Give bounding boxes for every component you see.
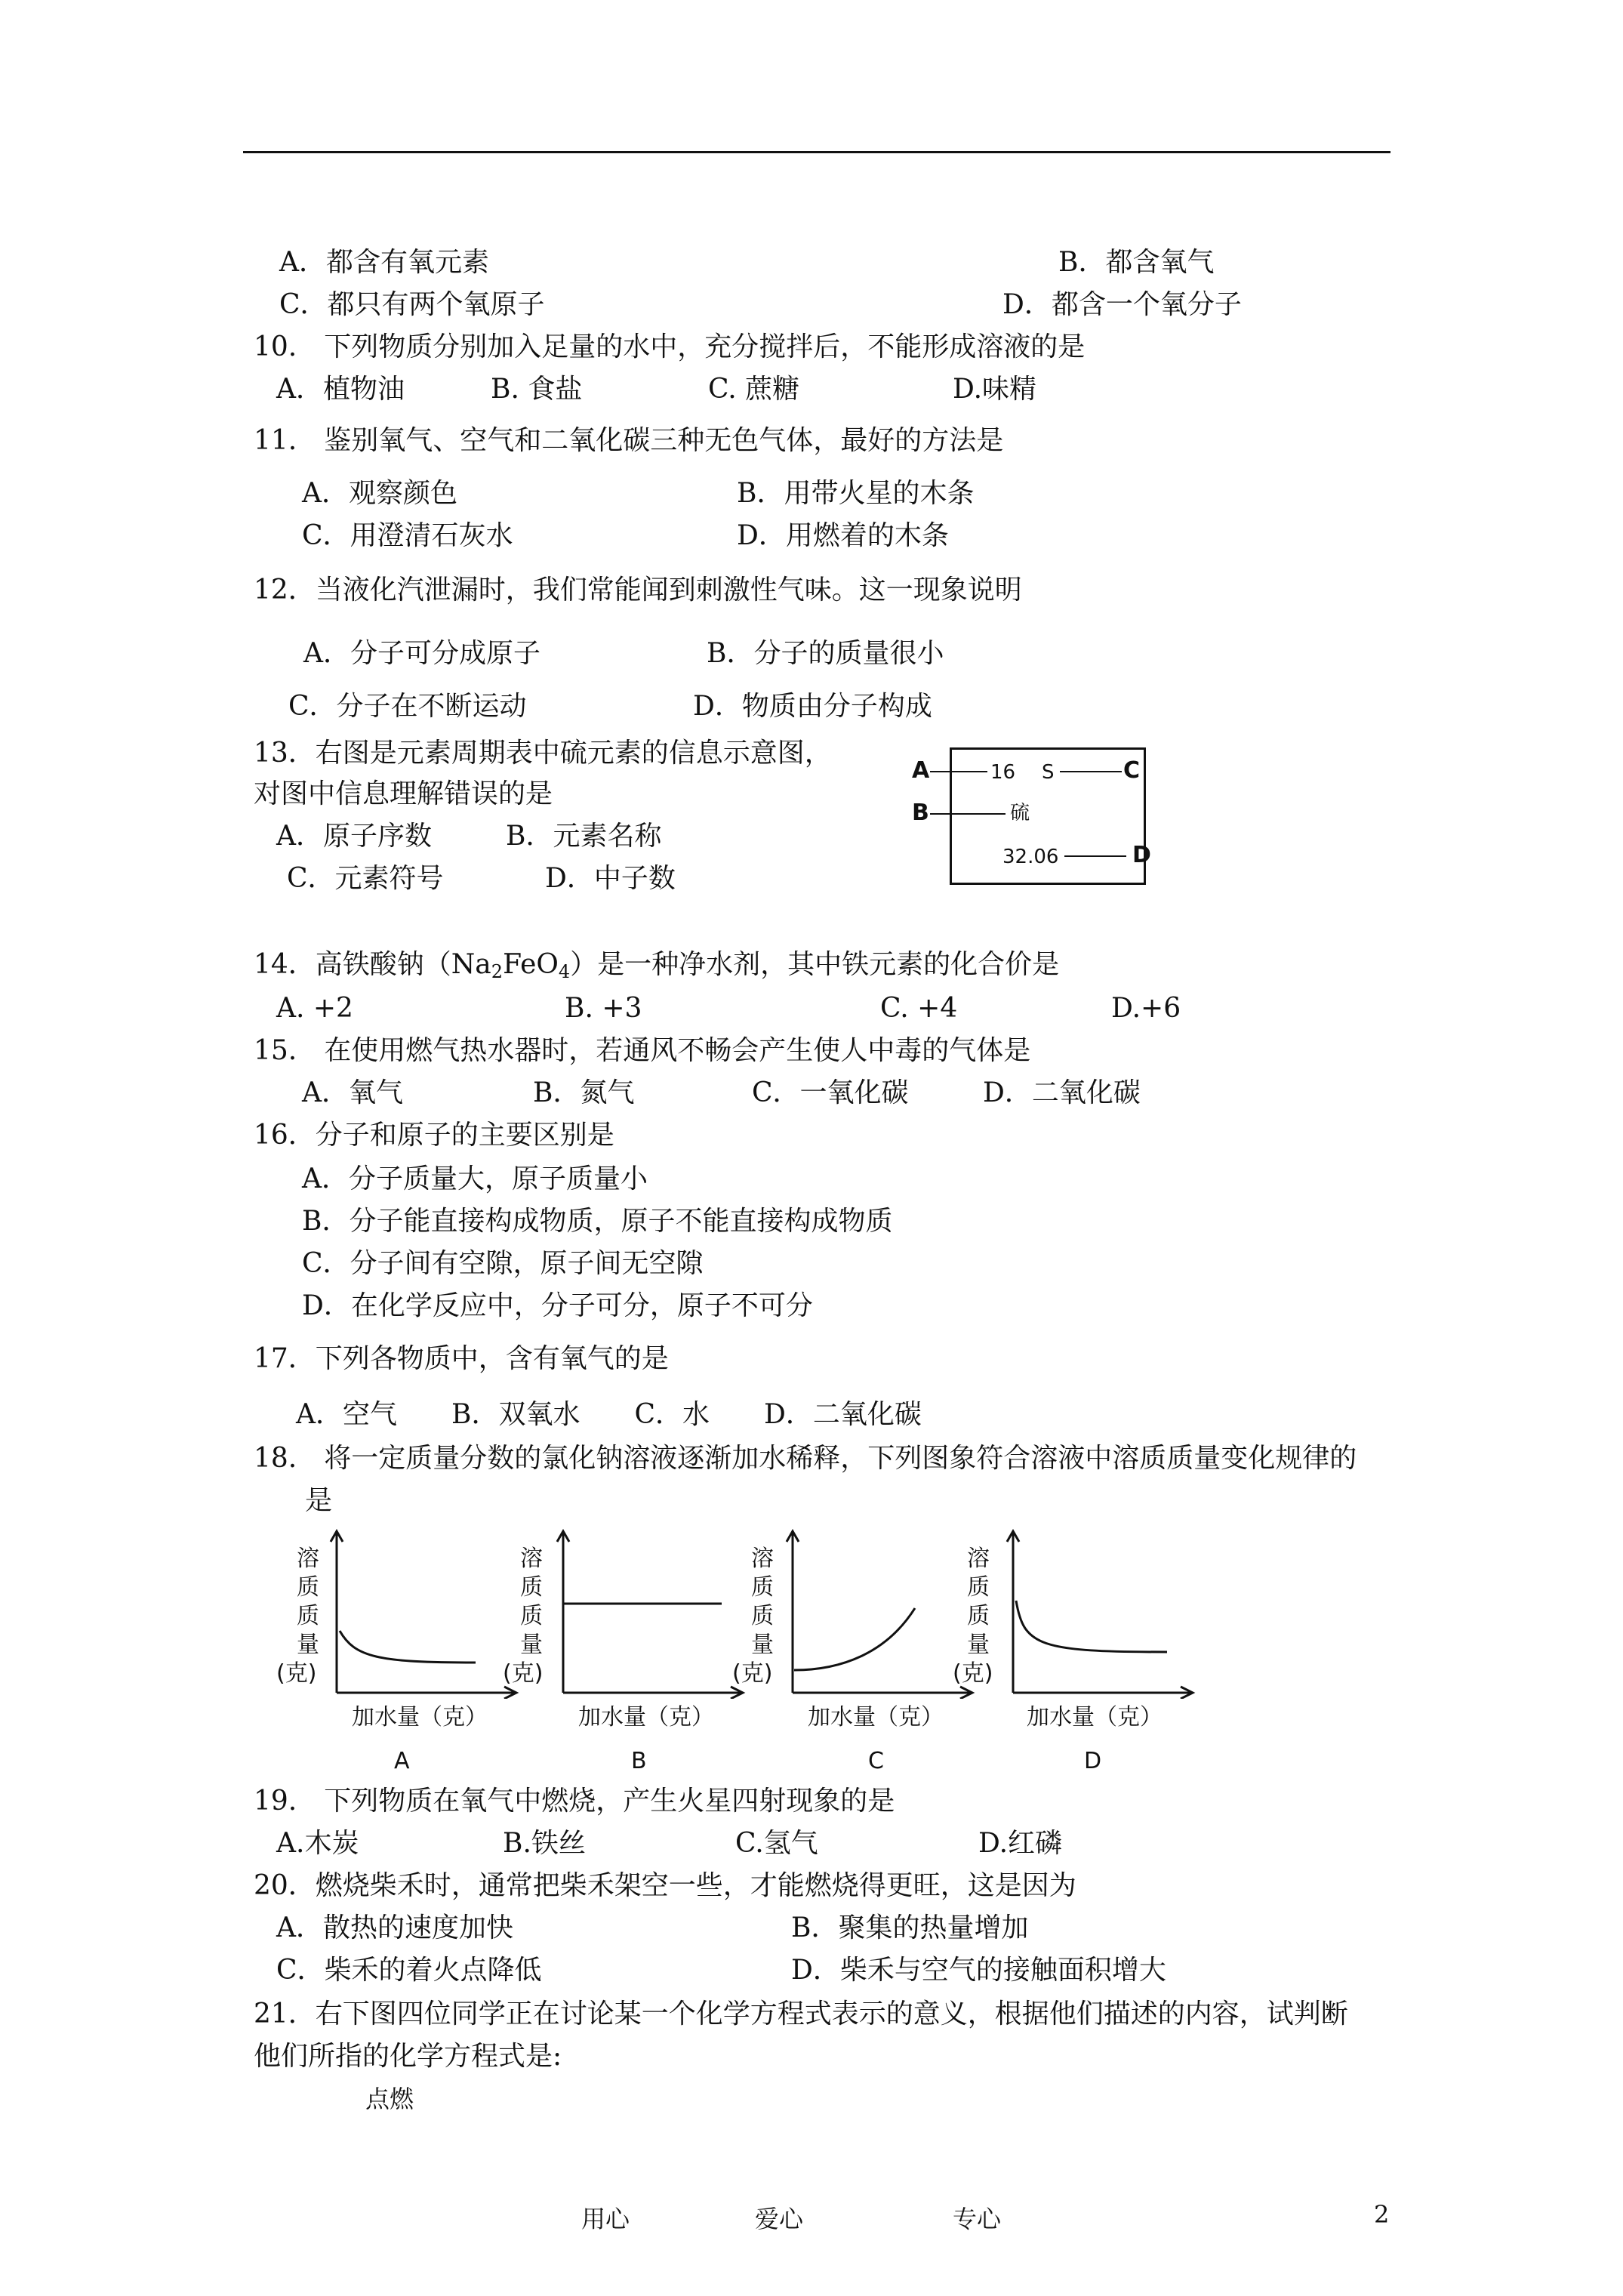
- q20-stem: 20．燃烧柴禾时，通常把柴禾架空一些，才能燃烧得更旺，这是因为: [254, 1870, 1076, 1901]
- q11-stem: 11. 鉴别氧气、空气和二氧化碳三种无色气体，最好的方法是: [254, 425, 1004, 456]
- q11-option-a: A．观察颜色: [302, 478, 457, 509]
- q9-option-a: A．都含有氧元素: [279, 247, 489, 278]
- q9-option-c: C．都只有两个氧原子: [279, 289, 545, 320]
- graph-c-ylabel-3: 质: [751, 1603, 774, 1629]
- q10-option-c: C. 蔗糖: [708, 374, 800, 405]
- graph-b-ylabel-2: 质: [520, 1574, 543, 1601]
- graph-b-ylabel-3: 质: [520, 1603, 543, 1629]
- q19-option-c: C.氢气: [735, 1828, 818, 1859]
- element-callout-c: C: [1123, 757, 1141, 784]
- element-name: 硫: [1010, 802, 1030, 824]
- graph-a-plot: [325, 1525, 521, 1699]
- q10-stem: 10. 下列物质分别加入足量的水中，充分搅拌后，不能形成溶液的是: [254, 331, 1086, 362]
- graph-a-ylabel-2: 质: [297, 1574, 319, 1601]
- graph-c-ylabel-4: 量: [751, 1632, 774, 1658]
- graph-b-letter: B: [631, 1748, 647, 1774]
- footer-word-1: 用心: [581, 2205, 630, 2233]
- q14-stem: 14．高铁酸钠$(Na_2FeO_4)$是一种净水剂，其中铁元素的化合价是: [254, 949, 1060, 982]
- q19-option-a: A.木炭: [276, 1828, 359, 1859]
- q17-options: A．空气 B．双氧水 C．水 D．二氧化碳: [296, 1399, 922, 1430]
- graph-a-ylabel-5: (克): [276, 1660, 317, 1687]
- q21-stem-line1: 21．右下图四位同学正在讨论某一个化学方程式表示的意义，根据他们描述的内容，试判断: [254, 1999, 1348, 2029]
- header-rule: [243, 151, 1390, 153]
- graph-a-ylabel-1: 溶: [297, 1546, 319, 1572]
- q17-stem: 17．下列各物质中，含有氧气的是: [254, 1343, 669, 1374]
- graph-c-ylabel-1: 溶: [751, 1546, 774, 1572]
- q14-option-a: A. +2: [276, 993, 353, 1024]
- callout-line-c: [1060, 771, 1122, 772]
- q16-stem: 16．分子和原子的主要区别是: [254, 1120, 614, 1151]
- q14-option-b: B. +3: [565, 993, 642, 1024]
- q9-option-d: D．都含一个氧分子: [1002, 289, 1242, 320]
- graph-a-ylabel-3: 质: [297, 1603, 319, 1629]
- graph-d-plot: [1001, 1525, 1197, 1699]
- graph-d-xlabel: 加水量（克）: [1027, 1704, 1163, 1730]
- graph-b-ylabel-1: 溶: [520, 1546, 543, 1572]
- graph-b-ylabel-5: (克): [503, 1660, 544, 1687]
- q15-option-a: A．氧气: [302, 1077, 403, 1108]
- q14-option-d: D.+6: [1111, 993, 1181, 1024]
- q12-stem: 12．当液化汽泄漏时，我们常能闻到刺激性气味。这一现象说明: [254, 575, 1022, 606]
- callout-line-b: [930, 813, 1006, 815]
- element-atomic-number: 16: [990, 761, 1016, 784]
- graph-d-ylabel-3: 质: [967, 1603, 990, 1629]
- graph-d-ylabel-5: (克): [953, 1660, 993, 1687]
- q18-stem-line2: 是: [305, 1485, 333, 1516]
- q9-option-b: B．都含氧气: [1058, 247, 1215, 278]
- footer-word-3: 专心: [953, 2205, 1002, 2233]
- q20-option-d: D．柴禾与空气的接触面积增大: [791, 1955, 1166, 1986]
- q21-stem-line2: 他们所指的化学方程式是:: [254, 2041, 562, 2072]
- graph-a-letter: A: [394, 1748, 410, 1774]
- q16-option-c: C．分子间有空隙，原子间无空隙: [302, 1248, 704, 1279]
- q14-option-c: C. +4: [880, 993, 958, 1024]
- q10-option-d: D.味精: [953, 374, 1037, 405]
- q13-option-b: B．元素名称: [506, 821, 662, 852]
- element-callout-d: D: [1132, 842, 1151, 868]
- element-callout-a: A: [912, 757, 930, 784]
- q10-option-b: B. 食盐: [491, 374, 583, 405]
- q16-option-d: D．在化学反应中，分子可分，原子不可分: [302, 1290, 813, 1321]
- element-symbol: S: [1042, 761, 1055, 784]
- graph-c-plot: [781, 1525, 977, 1699]
- q15-option-c: C．一氧化碳: [752, 1077, 909, 1108]
- q11-option-c: C．用澄清石灰水: [302, 520, 513, 551]
- q11-option-d: D．用燃着的木条: [737, 520, 949, 551]
- callout-line-a: [930, 771, 987, 772]
- graph-b-xlabel: 加水量（克）: [578, 1704, 714, 1730]
- q16-option-a: A．分子质量大，原子质量小: [302, 1163, 648, 1194]
- q13-stem-line2: 对图中信息理解错误的是: [254, 778, 553, 809]
- graph-c-curve: [794, 1608, 915, 1670]
- q15-option-b: B．氮气: [533, 1077, 635, 1108]
- graph-a-curve: [340, 1631, 476, 1663]
- q21-condition-label: 点燃: [365, 2085, 414, 2113]
- q12-option-a: A．分子可分成原子: [303, 638, 540, 669]
- graph-c-letter: C: [868, 1748, 884, 1774]
- graph-a-xlabel: 加水量（克）: [352, 1704, 488, 1730]
- graph-c-ylabel-5: (克): [732, 1660, 773, 1687]
- q15-option-d: D．二氧化碳: [983, 1077, 1141, 1108]
- q13-stem-line1: 13．右图是元素周期表中硫元素的信息示意图，: [254, 738, 832, 769]
- q16-option-b: B．分子能直接构成物质，原子不能直接构成物质: [302, 1206, 893, 1237]
- graph-d-ylabel-4: 量: [967, 1632, 990, 1658]
- q19-stem: 19. 下列物质在氧气中燃烧，产生火星四射现象的是: [254, 1786, 895, 1817]
- graph-b-plot: [551, 1525, 747, 1699]
- graph-d-ylabel-1: 溶: [967, 1546, 990, 1572]
- q10-option-a: A．植物油: [276, 374, 405, 405]
- graph-d-letter: D: [1084, 1748, 1102, 1774]
- q19-option-d: D.红磷: [978, 1828, 1063, 1859]
- q20-option-b: B．聚集的热量增加: [791, 1912, 1029, 1943]
- graph-b-ylabel-4: 量: [520, 1632, 543, 1658]
- footer-word-2: 爱心: [755, 2205, 804, 2233]
- q13-option-c: C．元素符号: [287, 863, 444, 894]
- graph-c-ylabel-2: 质: [751, 1574, 774, 1601]
- q12-option-d: D．物质由分子构成: [693, 691, 932, 722]
- graph-a-ylabel-4: 量: [297, 1632, 319, 1658]
- q13-option-d: D．中子数: [545, 863, 676, 894]
- callout-line-d: [1064, 855, 1126, 857]
- graph-d-ylabel-2: 质: [967, 1574, 990, 1601]
- q18-stem-line1: 18. 将一定质量分数的氯化钠溶液逐渐加水稀释，下列图象符合溶液中溶质质量变化规律的: [254, 1443, 1357, 1474]
- q12-option-b: B．分子的质量很小: [707, 638, 944, 669]
- element-atomic-mass: 32.06: [1002, 846, 1059, 868]
- q13-option-a: A．原子序数: [276, 821, 432, 852]
- graph-d-curve: [1016, 1601, 1167, 1652]
- q12-option-c: C．分子在不断运动: [288, 691, 527, 722]
- q19-option-b: B.铁丝: [503, 1828, 586, 1859]
- q15-stem: 15. 在使用燃气热水器时，若通风不畅会产生使人中毒的气体是: [254, 1035, 1031, 1066]
- element-callout-b: B: [912, 800, 929, 826]
- q20-option-a: A．散热的速度加快: [276, 1912, 513, 1943]
- graph-c-xlabel: 加水量（克）: [808, 1704, 944, 1730]
- page-number: 2: [1374, 2200, 1390, 2229]
- q11-option-b: B．用带火星的木条: [737, 478, 975, 509]
- q20-option-c: C．柴禾的着火点降低: [276, 1955, 542, 1986]
